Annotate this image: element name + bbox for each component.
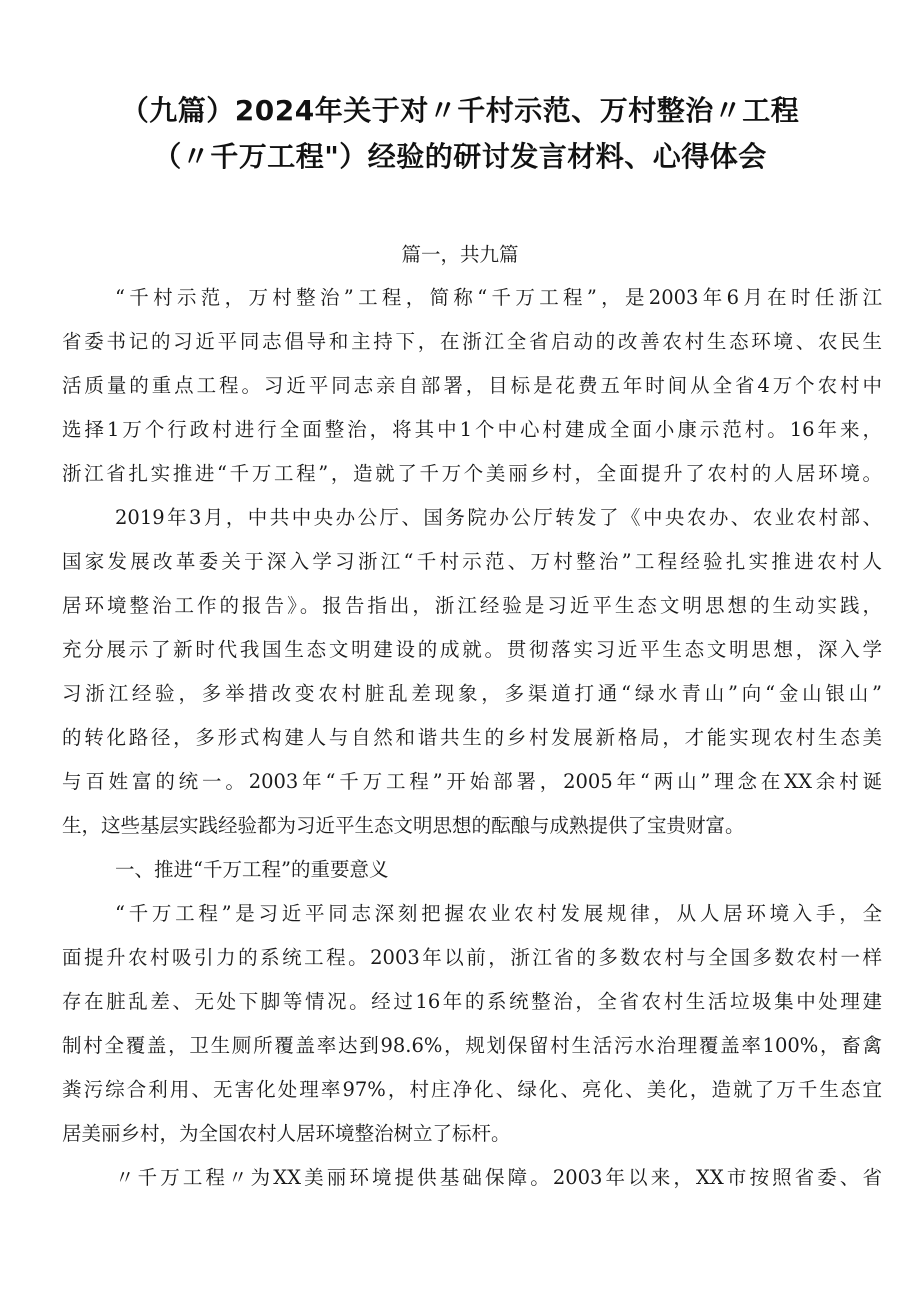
paragraph-2-line-5: 习浙江经验，多举措改变农村脏乱差现象，多渠道打通“绿水青山”向“金山银山” — [62, 682, 882, 705]
paragraph-2-line-1: 2019年3月，中共中央办公厅、国务院办公厅转发了《中央农办、农业农村部、 — [115, 506, 882, 529]
paragraph-2-line-7: 与百姓富的统一。2003年“千万工程”开始部署，2005年“两山”理念在XX余村诞 — [62, 770, 882, 793]
paragraph-3-line-6: 居美丽乡村，为全国农村人居环境整治树立了标杆。 — [62, 1122, 511, 1145]
section-heading: 篇一，共九篇 — [401, 243, 519, 266]
paragraph-1-line-4: 选择1万个行政村进行全面整治，将其中1个中心村建成全面小康示范村。16年来， — [62, 418, 882, 441]
paragraph-2-line-8: 生，这些基层实践经验都为习近平生态文明思想的酝酿与成熟提供了宝贵财富。 — [62, 814, 745, 837]
paragraph-1-line-1: “千村示范，万村整治”工程，简称“千万工程”，是2003年6月在时任浙江 — [115, 286, 882, 309]
paragraph-3-line-4: 制村全覆盖，卫生厕所覆盖率达到98.6%，规划保留村生活污水治理覆盖率100%，畜禽 — [62, 1034, 882, 1057]
document-title-line-1: （九篇）2024年关于对〃千村示范、万村整治〃工程 — [120, 94, 800, 127]
paragraph-1-line-3: 活质量的重点工程。习近平同志亲自部署，目标是花费五年时间从全省4万个农村中 — [62, 374, 882, 397]
subheading-1: 一、推进“千万工程”的重要意义 — [115, 858, 389, 881]
paragraph-2-line-4: 充分展示了新时代我国生态文明建设的成就。贯彻落实习近平生态文明思想，深入学 — [62, 638, 882, 661]
paragraph-1-line-2: 省委书记的习近平同志倡导和主持下，在浙江全省启动的改善农村生态环境、农民生 — [62, 330, 882, 353]
paragraph-2-line-3: 居环境整治工作的报告》。报告指出，浙江经验是习近平生态文明思想的生动实践， — [62, 594, 882, 617]
document-title-line-2: （〃千万工程"）经验的研讨发言材料、心得体会 — [153, 140, 767, 173]
paragraph-4-line-1: 〃千万工程〃为XX美丽环境提供基础保障。2003年以来，XX市按照省委、省 — [115, 1166, 882, 1189]
paragraph-3-line-1: “千万工程”是习近平同志深刻把握农业农村发展规律，从人居环境入手，全 — [115, 902, 882, 925]
paragraph-1-line-5: 浙江省扎实推进“千万工程”，造就了千万个美丽乡村，全面提升了农村的人居环境。 — [62, 462, 882, 485]
paragraph-2-line-6: 的转化路径，多形式构建人与自然和谐共生的乡村发展新格局，才能实现农村生态美 — [62, 726, 882, 749]
paragraph-3-line-5: 粪污综合利用、无害化处理率97%，村庄净化、绿化、亮化、美化，造就了万千生态宜 — [62, 1078, 882, 1101]
paragraph-2-line-2: 国家发展改革委关于深入学习浙江“千村示范、万村整治”工程经验扎实推进农村人 — [62, 550, 882, 573]
paragraph-3-line-2: 面提升农村吸引力的系统工程。2003年以前，浙江省的多数农村与全国多数农村一样 — [62, 946, 882, 969]
paragraph-3-line-3: 存在脏乱差、无处下脚等情况。经过16年的系统整治，全省农村生活垃圾集中处理建 — [62, 990, 882, 1013]
